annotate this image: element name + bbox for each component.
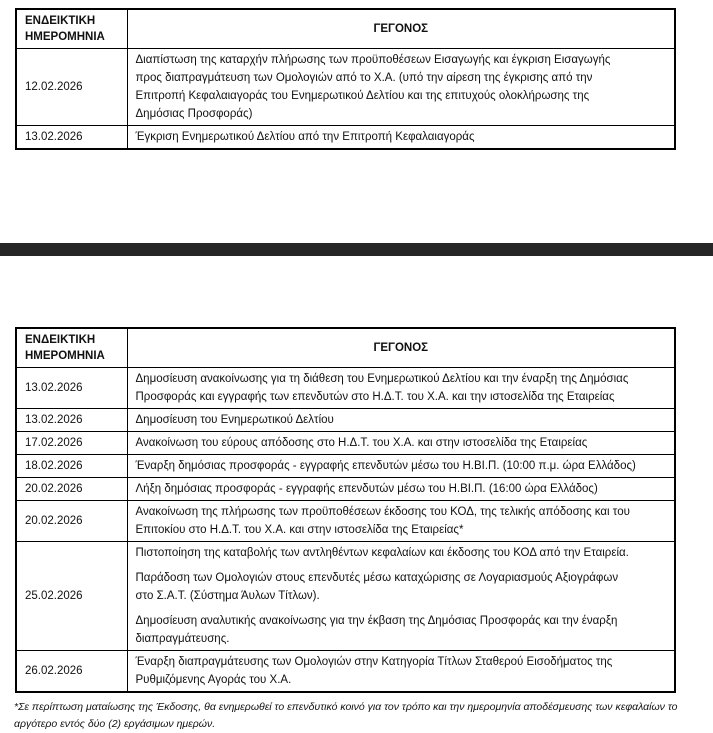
table2-header-row (16, 328, 675, 368)
row-event-paragraph: Πιστοποίηση της καταβολής των αντληθέντων κεφαλαίων και έκδοσης του ΚΟΔ από την Εταιρεία. (135, 547, 629, 559)
row-event-paragraph: Παράδοση των Ομολογιών στους επενδυτές μέσω καταχώρισης σε Λογαριασμούς Αξιογράφων στο Σ.Α.Τ. (Σύστημα Άυλων Τίτλων). (135, 572, 619, 602)
row-event-paragraph: Δημοσίευση αναλυτικής ανακοίνωσης για την έκβαση της Δημόσιας Προσφοράς και την έναρξη διαπραγμάτευσης. (135, 615, 618, 645)
table-row (16, 432, 675, 455)
row-date: 13.02.2026 (16, 409, 127, 432)
table2-header-event: ΓΕΓΟΝΟΣ (127, 328, 675, 368)
table-row (16, 542, 675, 651)
row-event: Ανακοίνωση του εύρους απόδοσης στο Η.Δ.Τ. του Χ.Α. και στην ιστοσελίδα της Εταιρείας (127, 432, 675, 455)
table-row (16, 49, 675, 126)
table-row (16, 478, 675, 501)
table-row (16, 501, 675, 542)
table-row (16, 651, 675, 693)
table-row (16, 368, 675, 409)
row-date: 26.02.2026 (16, 651, 127, 693)
footnote: *Σε περίπτωση ματαίωσης της Έκδοσης, θα ενημερωθεί το επενδυτικό κοινό για τον τρόπο και την ημερομηνία αποδέσμευσης των κεφαλαίων το αργότερο εντός δύο (2) εργάσιμων ημερών. (14, 701, 678, 730)
table-row (16, 455, 675, 478)
row-date: 20.02.2026 (16, 478, 127, 501)
row-event: Λήξη δημόσιας προσφοράς - εγγραφής επενδυτών μέσω του Η.ΒΙ.Π. (16:00 ώρα Ελλάδος) (127, 478, 675, 501)
table2-header-date: ΕΝΔΕΙΚΤΙΚΗ ΗΜΕΡΟΜΗΝΙΑ (16, 328, 127, 368)
row-event: Έναρξη διαπραγμάτευσης των Ομολογιών στην Κατηγορία Τίτλων Σταθερού Εισοδήματος της Ρυθμιζόμενης Αγοράς του Χ.Α. (127, 651, 675, 693)
row-date: 17.02.2026 (16, 432, 127, 455)
section-divider-bar (0, 243, 713, 256)
row-event: Διαπίστωση της καταρχήν πλήρωσης των προϋποθέσεων Εισαγωγής και έγκριση Εισαγωγής προς διαπραγμάτευση των Ομολογιών από το Χ.Α. (υπό την αίρεση της έγκρισης από την Επιτροπή Κεφαλαιαγοράς του Ενημερωτικού Δελτίου και της επιτυχούς ολοκλήρωσης της Δημόσιας Προσφοράς) (127, 49, 675, 126)
row-date: 13.02.2026 (16, 368, 127, 409)
table-row (16, 409, 675, 432)
row-event: Έναρξη δημόσιας προσφοράς - εγγραφής επενδυτών μέσω του Η.ΒΙ.Π. (10:00 π.μ. ώρα Ελλάδος) (127, 455, 675, 478)
row-date: 13.02.2026 (16, 126, 127, 150)
row-event: Δημοσίευση ανακοίνωσης για τη διάθεση του Ενημερωτικού Δελτίου και την έναρξη της Δημόσιας Προσφοράς και εγγραφής των επενδυτών στο Η.Δ.Τ. του Χ.Α. και την ιστοσελίδα της Εταιρείας (127, 368, 675, 409)
row-date: 20.02.2026 (16, 501, 127, 542)
row-event: Δημοσίευση του Ενημερωτικού Δελτίου (127, 409, 675, 432)
row-date: 18.02.2026 (16, 455, 127, 478)
row-event: Ανακοίνωση της πλήρωσης των προϋποθέσεων έκδοσης του ΚΟΔ, της τελικής απόδοσης και του Επιτοκίου στο Η.Δ.Τ. του Χ.Α. και στην ιστοσελίδα της Εταιρείας* (127, 501, 675, 542)
table1-header-event: ΓΕΓΟΝΟΣ (127, 9, 675, 49)
row-date: 12.02.2026 (16, 49, 127, 126)
row-event-multi (127, 542, 675, 651)
timetable-public-offering (15, 327, 676, 693)
table1-header-row (16, 9, 675, 49)
timetable-approval (15, 8, 676, 150)
table-row (16, 126, 675, 150)
document-page (0, 8, 713, 733)
row-event: Έγκριση Ενημερωτικού Δελτίου από την Επιτροπή Κεφαλαιαγοράς (127, 126, 675, 150)
row-date: 25.02.2026 (16, 542, 127, 651)
table1-header-date: ΕΝΔΕΙΚΤΙΚΗ ΗΜΕΡΟΜΗΝΙΑ (16, 9, 127, 49)
